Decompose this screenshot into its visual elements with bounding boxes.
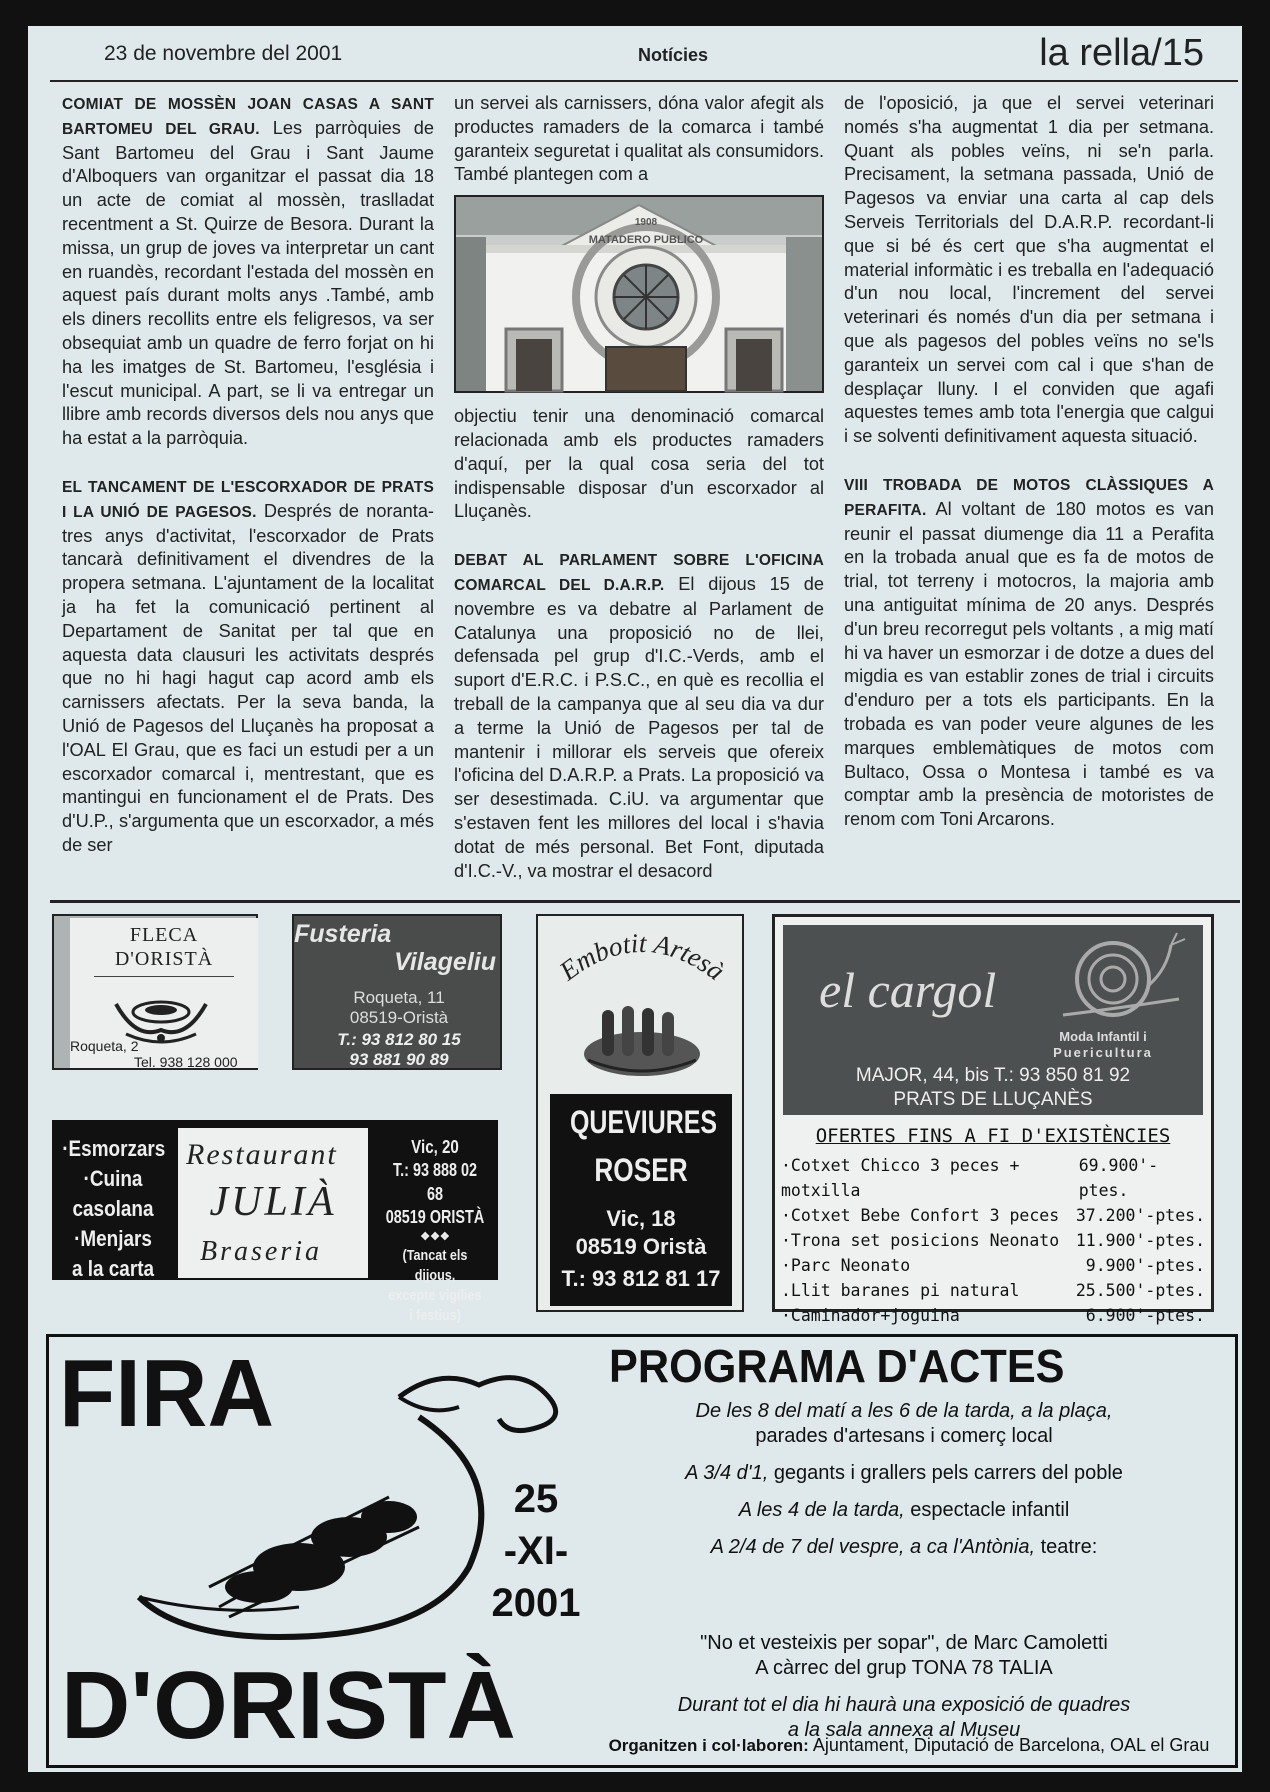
queviures-address: Vic, 18 <box>606 1206 676 1231</box>
queviures-name1: QUEVIURES <box>570 1104 718 1140</box>
column-2 <box>454 92 824 907</box>
julia-r7: i festius) <box>409 1307 461 1324</box>
article-body: Després de noranta-tres anys d'activitat, l'escorxador de Prats tancarà definitivament el divendres de la propera setmana. L'ajuntament de la localitat ja ha fet la comunicació pertinent al Departament de Sanitat per tal que en aquesta data clausuri les activitats després que no hi hagi hagut cap acord amb els carnissers afectats. Per la seva banda, la Unió de Pagesos del Lluçanès ha proposat a l'OAL El Grau, que es faci un estudi per a un escorxador comarcal i, mentrestant, que es mantingui en funcionament el de Prats. Des d'U.P., s'argumenta que un escorxador, a més de ser <box>62 500 434 855</box>
newspaper-page <box>28 26 1242 1772</box>
article-escorxador-end <box>454 405 824 524</box>
section-name: Notícies <box>638 45 709 65</box>
julia-r2: T.: 93 888 02 68 <box>392 1160 478 1204</box>
julia-left-1: ·Esmorzars <box>62 1136 166 1161</box>
article-headline: COMIAT DE MOSSÈN JOAN CASAS A SANT BARTOMEU DEL GRAU. <box>62 96 434 138</box>
julia-r1: Vic, 20 <box>411 1137 459 1157</box>
julia-word1: Restaurant <box>186 1138 338 1171</box>
page-title: la rella/15 <box>1039 32 1204 74</box>
julia-r4: ❖❖❖ <box>420 1231 450 1243</box>
program-item <box>609 1498 1199 1523</box>
fleca-phone: Tel. 938 128 000 <box>134 1054 238 1070</box>
program-item-when: A 3/4 d'1, <box>685 1462 769 1484</box>
ad-fusteria <box>292 914 502 1070</box>
offer-item: .Llit baranes pi natural <box>781 1281 1020 1300</box>
program-item-what: parades d'artesans i comerç local <box>755 1425 1053 1447</box>
fusteria-phone2: 93 881 90 89 <box>349 1050 449 1069</box>
expo-line1: Durant tot el dia hi haurà una exposició de quadres <box>677 1694 1131 1716</box>
article-body: El dijous 15 de novembre es va debatre al Parlament de Catalunya una proposició no de llei, defensada pel grup d'I.C.-Verds, amb el suport d'E.R.C. i P.S.C., en què es recollia el treball de la campanya que al seu dia va dur a terme la Unió de Pagesos per tal de mantenir i millorar els serveis que ofereix l'oficina del D.A.R.P. a Prats. La proposició va ser desestimada. C.iU. va argumentar que s'estaven fent les millores del local i s'havia dotat de més personal. Bet Font, diputada d'I.C.-V., va mostrar el desacord <box>454 573 824 881</box>
offer-row <box>781 1278 1205 1303</box>
queviures-name2: ROSER <box>594 1152 688 1188</box>
ad-fleca <box>52 914 258 1070</box>
article-escorxador <box>62 475 434 858</box>
offer-price: 11.900'-ptes. <box>1075 1231 1205 1250</box>
offers-list <box>781 1153 1205 1328</box>
julia-r5: (Tancat els dijous, <box>402 1247 468 1284</box>
article-comiat <box>62 92 434 451</box>
fleca-address: Roqueta, 2 <box>70 1038 139 1054</box>
offer-price: 25.500'-ptes. <box>1075 1281 1205 1300</box>
program-title: PROGRAMA D'ACTES <box>609 1340 1065 1392</box>
program-item <box>609 1535 1199 1560</box>
theatre-group: A càrrec del grup TONA 78 TALIA <box>755 1657 1053 1679</box>
program-item-when: De les 8 del matí a les 6 de la tarda, a la plaça, <box>695 1400 1113 1422</box>
el-cargol-tagline1: Moda Infantil i <box>1059 1029 1147 1044</box>
program-item-when: A les 4 de la tarda, <box>738 1499 905 1521</box>
queviures-phone: T.: 93 812 81 17 <box>561 1266 721 1291</box>
program-items <box>609 1399 1199 1560</box>
article-body: un servei als carnissers, dóna valor afegit als productes ramaders de la comarca i també garanteix seguretat i qualitat als consumidors. També plantegen com a <box>454 93 825 185</box>
fira-word2: D'ORISTÀ <box>61 1652 516 1759</box>
ad-restaurant-julia <box>52 1120 498 1324</box>
article-debat <box>454 548 824 883</box>
ad-el-cargol <box>772 914 1214 1325</box>
fusteria-line2: Vilageliu <box>394 948 496 976</box>
program-item <box>609 1399 1199 1449</box>
offer-price: 6.900'-ptes. <box>1085 1306 1205 1325</box>
queviures-box <box>550 1094 732 1306</box>
fleca-name-1: FLECA <box>129 924 199 946</box>
offer-row <box>781 1228 1205 1253</box>
article-body: Al voltant de 180 motos es van reunir el passat diumenge dia 11 a Perafita en la trobada anual que es fa de motos de trial, tot terreny i motocros, la majoria amb una antiguitat mínima de 20 anys. Després d'un breu recorregut pels voltants , a mig matí hi va haver un esmorzar i de dotze a dues del migdia es van establir zones de trial i circuits d'enduro per a tots els participants. En la trobada es van poder veure algunes de les marques emblemàtiques de motos com Bultaco, Ossa o Montesa i també es va comptar amb la presència de motoristes de renom com Toni Arcarons. <box>844 498 1214 830</box>
fira-month: -XI- <box>503 1529 569 1573</box>
organizers-list: Ajuntament, Diputació de Barcelona, OAL el Grau <box>812 1735 1210 1755</box>
article-headline: DEBAT AL PARLAMENT SOBRE L'OFICINA COMARCAL DEL D.A.R.P. <box>454 552 824 594</box>
julia-left-3: casolana <box>72 1196 154 1221</box>
photo-year: 1908 <box>634 217 658 229</box>
article-debat-continued <box>844 92 1214 449</box>
offer-item: ·Parc Neonato <box>781 1256 911 1275</box>
queviures-city: 08519 Oristà <box>575 1234 707 1259</box>
article-escorxador-continued <box>454 92 824 187</box>
julia-word3: Braseria <box>200 1236 322 1267</box>
offer-row <box>781 1203 1205 1228</box>
julia-r3: 08519 ORISTÀ <box>385 1207 485 1227</box>
julia-logo-box <box>178 1128 368 1278</box>
el-cargol-banner <box>783 925 1203 1115</box>
offer-price: 9.900'-ptes. <box>1085 1256 1205 1275</box>
julia-right-text <box>372 1136 498 1326</box>
offer-item: ·Trona set posicions Neonato <box>781 1231 1060 1250</box>
fira-word1: FIRA <box>59 1340 275 1447</box>
program-item-when: A 2/4 de 7 del vespre, a ca l'Antònia, <box>710 1536 1036 1558</box>
offer-price: 37.200'-ptes. <box>1075 1206 1205 1225</box>
slaughterhouse-photo <box>454 195 824 393</box>
fusteria-line1: Fusteria <box>294 920 392 948</box>
slaughterhouse-image <box>456 197 822 391</box>
julia-word2: JULIÀ <box>209 1179 337 1225</box>
article-body: de l'oposició, ja que el servei veterinari només s'ha augmentat 1 dia per setmana. Quant als pobles veïns, ni se'n parla. Precisament, la setmana passada, Unió de Pagesos va enviar una carta al cap dels Serveis Territorials del D.A.R.P. recordant-li que si bé és cert que s'ha augmentat el material informàtic i es treballa en l'adequació d'un nou local, l'increment del servei veterinari és només d'un dia per setmana i que als pagesos del pobles veïns no se'ls garanteix un servei com cal i que s'han de desplaçar lluny. I el conviden que agafi aquestes temes amb tota l'energia que calgui i se solventi definitivament aquesta situació. <box>844 93 1214 447</box>
program-item-what: teatre: <box>1040 1536 1098 1558</box>
embotit-title: Embotit Artesà <box>553 927 731 987</box>
column-1 <box>62 92 434 882</box>
article-headline: VIII TROBADA DE MOTOS CLÀSSIQUES A PERAFITA. <box>844 476 1214 519</box>
fusteria-phone1: T.: 93 812 80 15 <box>337 1030 461 1049</box>
column-3 <box>844 92 1214 856</box>
page-header <box>28 26 1242 84</box>
fira-day: 25 <box>513 1477 559 1521</box>
program-item-what: gegants i grallers pels carrers del poble <box>773 1462 1123 1484</box>
ads-separator-rule <box>50 900 1240 903</box>
el-cargol-tagline2: Puericultura <box>1053 1045 1153 1060</box>
julia-left-text <box>62 1134 166 1284</box>
photo-sign: MATADERO PUBLICO <box>588 234 704 247</box>
fira-year: 2001 <box>491 1581 581 1625</box>
offer-row <box>781 1303 1205 1328</box>
el-cargol-town: PRATS DE LLUÇANÈS <box>893 1089 1093 1110</box>
program-item-what: espectacle infantil <box>910 1499 1070 1521</box>
expo-line2: a la sala annexa al Museu <box>787 1719 1021 1741</box>
fira-program-box <box>46 1334 1238 1768</box>
offer-item: ·Caminador+joguina <box>781 1306 960 1325</box>
issue-date: 23 de novembre del 2001 <box>104 42 343 65</box>
julia-left-4: ·Menjars <box>74 1226 152 1251</box>
article-body: objectiu tenir una denominació comarcal relacionada amb els productes ramaders d'aquí, per la qual cosa seria del tot indispensable disposar d'un escorxador al Lluçanès. <box>454 406 824 522</box>
offers-title: OFERTES FINS A FI D'EXISTÈNCIES <box>815 1125 1171 1147</box>
fusteria-city: 08519-Oristà <box>349 1008 449 1027</box>
organizers-label: Organitzen i col·laboren: <box>608 1736 809 1755</box>
offer-row <box>781 1253 1205 1278</box>
el-cargol-brand: el cargol <box>819 962 997 1018</box>
el-cargol-address: MAJOR, 44, bis T.: 93 850 81 92 <box>855 1065 1131 1086</box>
article-headline: EL TANCAMENT DE L'ESCORXADOR DE PRATS I LA UNIÓ DE PAGESOS. <box>62 478 434 521</box>
offer-price: 69.900'- ptes. <box>1078 1156 1159 1200</box>
julia-left-2: ·Cuina <box>83 1166 143 1191</box>
offer-row <box>781 1153 1205 1203</box>
organizers-line <box>589 1735 1229 1756</box>
offer-item: ·Cotxet Chicco 3 peces + motxilla <box>781 1156 1020 1200</box>
fleca-name-2: D'ORISTÀ <box>114 948 214 970</box>
snail-icon <box>1053 929 1193 1019</box>
julia-left-5: a la carta <box>71 1256 155 1281</box>
article-body: Les parròquies de Sant Bartomeu del Grau i Sant Jaume d'Alboquers van organitzar el passat dia 18 un acte de comiat al mossèn, traslladat recentment a St. Quirze de Besora. Durant la missa, un grup de joves va interpretar un cant en ruandès, recordant l'estada del mossèn en aquest país durant molts anys .També, amb els diners recollits entre els feligresos, va ser obsequiat amb un quadre de ferro forjat on hi ha les imatges de St. Bartomeu, l'església i l'escut municipal. A part, se li va entregar un llibre amb records diversos dels nou anys que ha estat a la parròquia. <box>62 117 434 449</box>
program-item <box>609 1461 1199 1486</box>
theatre-title: "No et vesteixis per sopar", de Marc Camoletti <box>700 1632 1108 1654</box>
embotit-title-arc <box>542 922 742 1002</box>
article-motos <box>844 473 1214 832</box>
ad-queviures-roser <box>536 914 744 1312</box>
header-rule <box>50 80 1238 82</box>
julia-r6: excepte vigílies <box>388 1287 482 1304</box>
fusteria-address: Roqueta, 11 <box>353 988 445 1007</box>
offer-item: ·Cotxet Bebe Confort 3 peces <box>781 1206 1060 1225</box>
sausage-illustration-icon <box>578 1000 706 1082</box>
svg-text:Embotit Artesà <box>553 928 730 987</box>
